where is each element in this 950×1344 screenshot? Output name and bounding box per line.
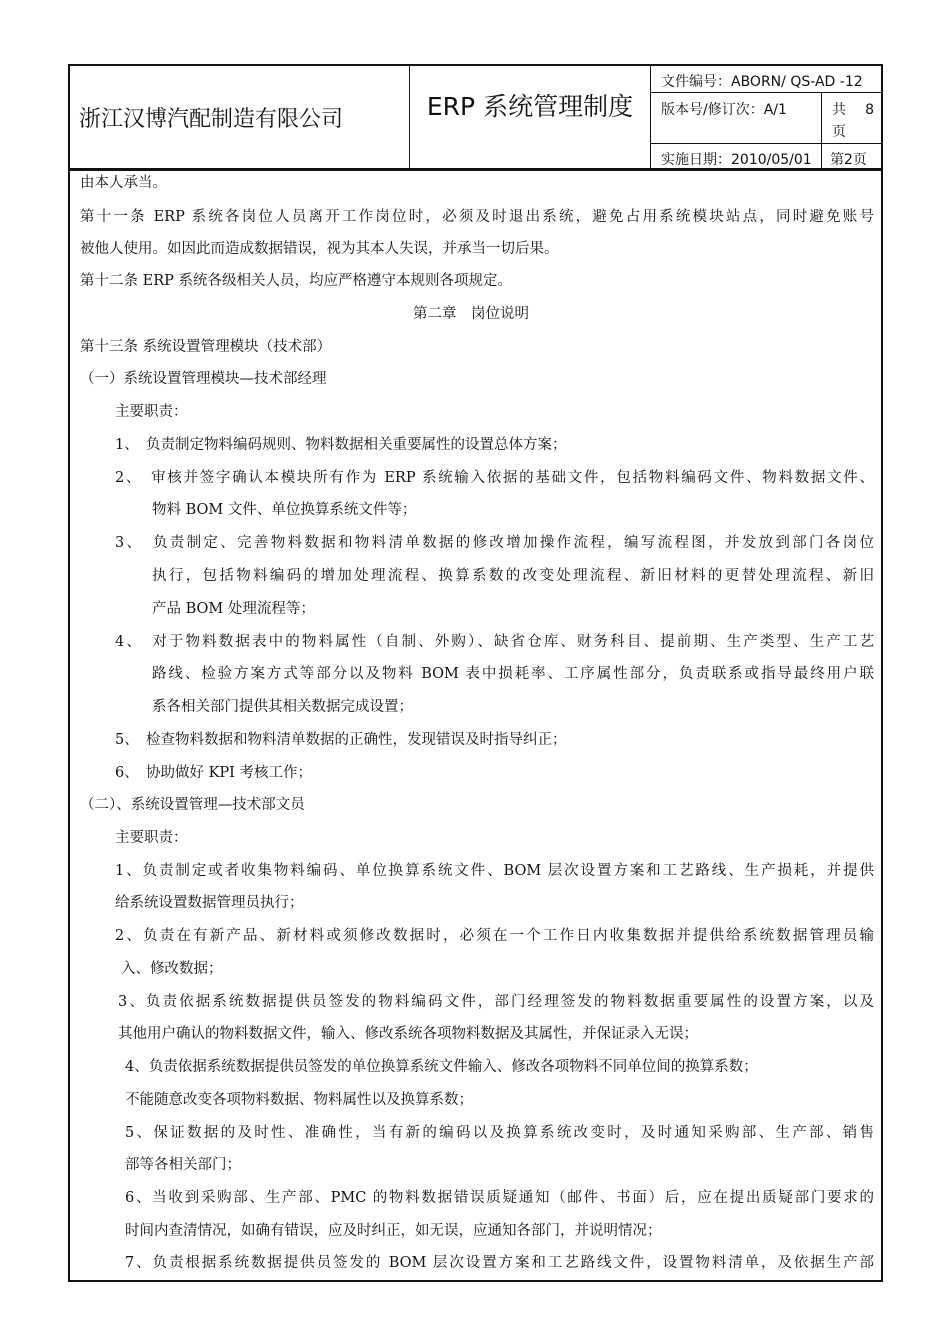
article-11: 第十一条 ERP 系统各岗位人员离开工作岗位时，必须及时退出系统，避免占用系统模块站点，同时避免账号 [80,209,874,225]
chapter-heading: 第二章 岗位说明 [413,306,529,322]
page-number: 第2页 [821,143,883,170]
text-line: 时间内查清情况，如确有错误，应及时纠正，如无误，应通知各部门，并说明情况； [125,1223,662,1239]
list-item: 3、负责依据系统数据提供员签发的物料编码文件，部门经理签发的物料数据重要属性的设置方案，以及 [118,994,874,1010]
list-item: 5、 检查物料数据和物料清单数据的正确性，发现错误及时指导纠正； [115,732,567,748]
version-number: 版本号/修订次：A/1 [650,92,822,144]
article-13: 第十三条 系统设置管理模块（技术部） [80,339,332,355]
text-line: 部等各相关部门； [125,1157,241,1173]
document-header [68,64,883,170]
text-line: 由本人承当。 [80,175,167,191]
list-item: 6、 协助做好 KPI 考核工作； [115,765,313,781]
total-pages-suffix: 页 [832,124,846,140]
text-line: 被他人使用。如因此而造成数据错误，视为其本人失误，并承当一切后果。 [80,241,559,257]
text-line: 不能随意改变各项物料数据、物料属性以及换算系数； [125,1092,473,1108]
list-item: 4、 对于物料数据表中的物料属性（自制、外购）、缺省仓库、财务科目、提前期、生产类型、生产工艺 [115,634,874,650]
text-line: 系各相关部门提供其相关数据完成设置； [152,699,413,715]
list-item: 1、 负责制定物料编码规则、物料数据相关重要属性的设置总体方案； [115,437,567,453]
text-line: 入、修改数据； [121,961,223,977]
list-item: 2、 审核并签字确认本模块所有作为 ERP 系统输入依据的基础文件，包括物料编码文件、物料数据文件、 [115,470,874,486]
total-pages-prefix: 共 [832,102,846,118]
text-line: 执行，包括物料编码的增加处理流程、换算系数的改变处理流程、新旧材料的更替处理流程、新旧 [152,568,874,584]
text-line: 物料 BOM 文件、单位换算系统文件等； [152,502,417,518]
list-item: 6、当收到采购部、生产部、PMC 的物料数据错误质疑通知（邮件、书面）后，应在提出质疑部门要求的 [125,1190,874,1206]
text-line: 路线、检验方案方式等部分以及物料 BOM 表中损耗率、工序属性部分，负责联系或指导最终用户联 [152,666,874,682]
section-heading: （二）、系统设置管理—技术部文员 [80,797,305,813]
text-line: 给系统设置数据管理员执行； [115,895,304,911]
article-12: 第十二条 ERP 系统各级相关人员，均应严格遵守本规则各项规定。 [80,273,512,289]
section-heading: （一）系统设置管理模块—技术部经理 [80,371,327,387]
duties-label: 主要职责： [115,830,188,846]
document-number: 文件编号：ABORN/ QS-AD -12 [650,64,883,93]
total-pages-count: 8 [865,102,874,118]
text-line: 产品 BOM 处理流程等； [152,601,315,617]
total-pages [821,92,883,144]
list-item: 1、负责制定或者收集物料编码、单位换算系统文件、BOM 层次设置方案和工艺路线、生产损耗，并提供 [115,863,874,879]
document-title: ERP 系统管理制度 [409,64,651,170]
header-divider [68,168,883,171]
text-line: 其他用户确认的物料数据文件，输入、修改系统各项物料数据及其属性，并保证录入无误； [118,1026,698,1042]
list-item: 7、负责根据系统数据提供员签发的 BOM 层次设置方案和工艺路线文件，设置物料清单，及依据生产部 [125,1255,874,1271]
list-item: 3、 负责制定、完善物料数据和物料清单数据的修改增加操作流程，编写流程图，并发放到部门各岗位 [115,535,874,551]
list-item: 2、负责在有新产品、新材料或须修改数据时，必须在一个工作日内收集数据并提供给系统数据管理员输 [115,928,874,944]
list-item: 5、保证数据的及时性、准确性，当有新的编码以及换算系统改变时，及时通知采购部、生产部、销售 [125,1125,874,1141]
effective-date: 实施日期：2010/05/01 [650,143,822,170]
company-name: 浙江汉博汽配制造有限公司 [68,64,410,170]
list-item: 4、负责依据系统数据提供员签发的单位换算系统文件输入、修改各项物料不同单位间的换算系数； [125,1059,758,1075]
duties-label: 主要职责： [115,404,188,420]
